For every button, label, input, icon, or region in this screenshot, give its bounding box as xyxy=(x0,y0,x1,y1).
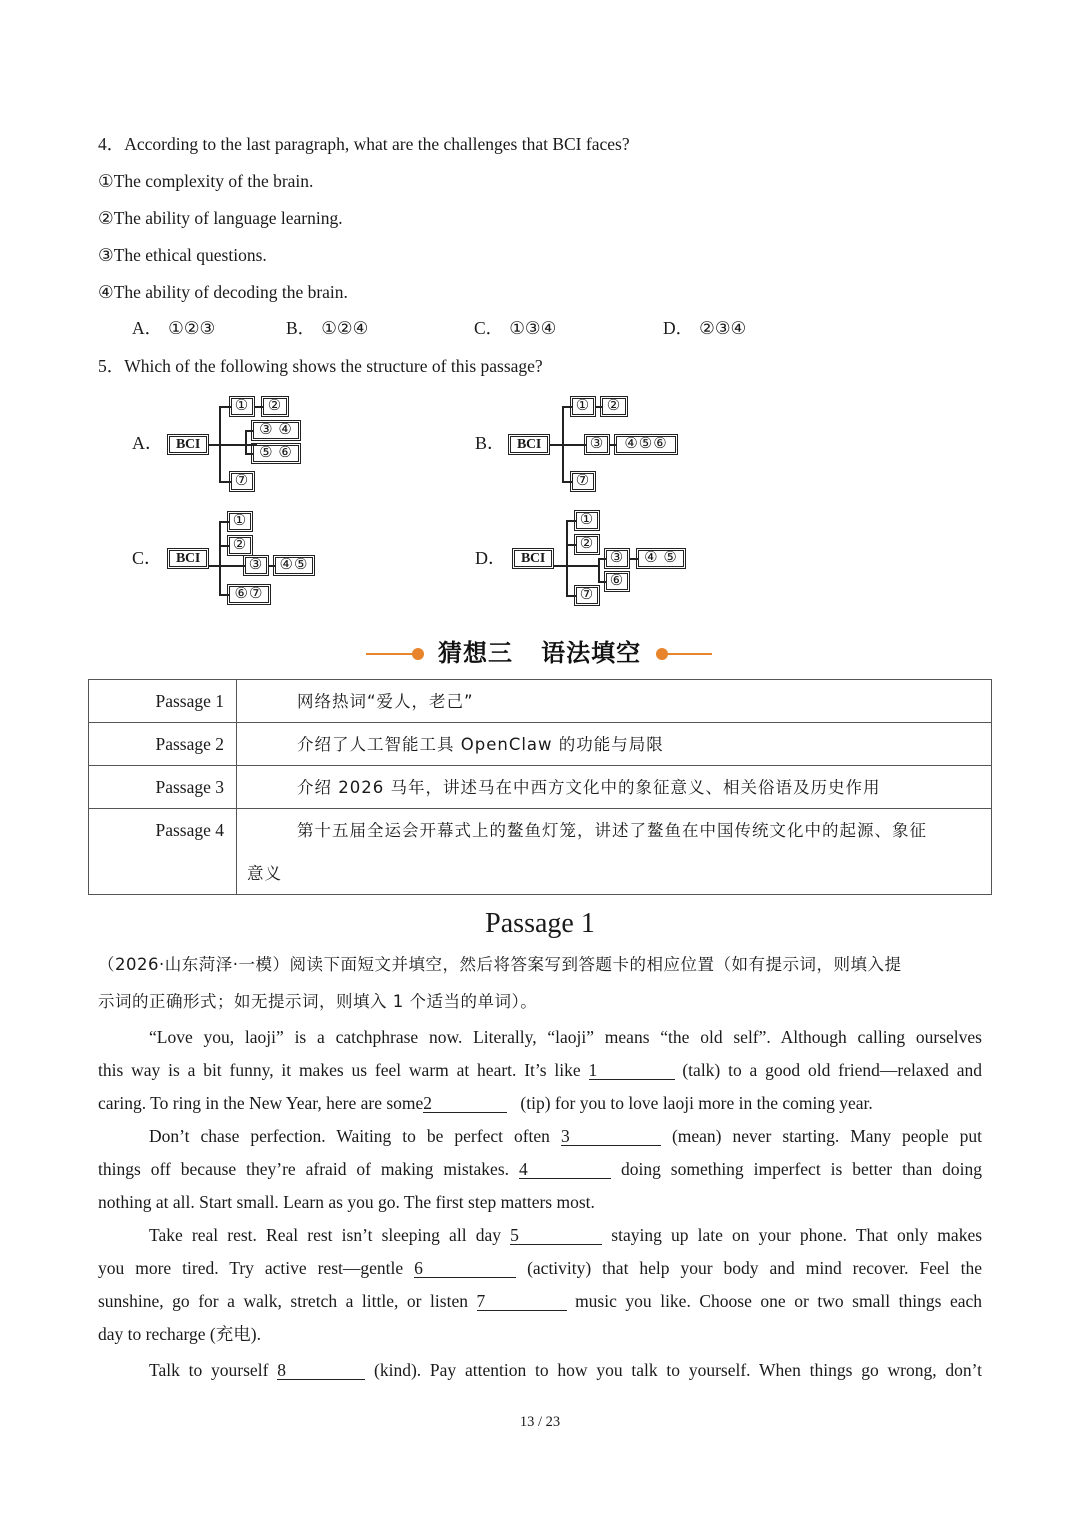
decorative-line-left xyxy=(366,653,416,655)
paragraph-1-line-3: caring. To ring in the New Year, here are some2 (tip) for you to love laoji more in the coming year. xyxy=(98,1093,873,1113)
diagram-node: ④⑤ xyxy=(275,557,313,574)
passage-description: 介绍 2026 马年，讲述马在中西方文化中的象征意义、相关俗语及历史作用 xyxy=(237,766,992,809)
question-4-item-1: ①The complexity of the brain. xyxy=(98,171,314,191)
diagram-root-box: BCI xyxy=(514,550,552,567)
question-5-stem: 5．Which of the following shows the structure of this passage? xyxy=(98,356,543,376)
paragraph-2-line-3: nothing at all. Start small. Learn as you go. The first step matters most. xyxy=(98,1192,595,1212)
passage-overview-table xyxy=(88,679,992,895)
diagram-node: ③ xyxy=(606,550,628,567)
option-label: D． xyxy=(663,318,694,338)
blank-6[interactable]: 6 xyxy=(414,1259,516,1278)
question-4-item-3: ③The ethical questions. xyxy=(98,245,267,265)
blank-2[interactable]: 2 xyxy=(423,1094,507,1113)
diagram-node: ⑦ xyxy=(572,473,594,490)
table-row xyxy=(89,766,992,809)
option-c[interactable] xyxy=(474,316,556,340)
paragraph-3-line-3: sunshine, go for a walk, stretch a little, or listen 7 music you like. Choose one or two small things each xyxy=(98,1291,982,1311)
passage-label: Passage 3 xyxy=(89,766,237,809)
question-4-options xyxy=(0,316,1080,342)
diagram-node: ④ ⑤ xyxy=(638,550,684,567)
blank-3[interactable]: 3 xyxy=(561,1127,661,1146)
diagram-node: ① xyxy=(229,513,251,530)
blank-7[interactable]: 7 xyxy=(477,1292,567,1311)
diagram-node: ② xyxy=(229,537,251,554)
passage-description: 第十五届全运会开幕式上的鳌鱼灯笼，讲述了鳌鱼在中国传统文化中的起源、象征 意义 xyxy=(237,809,992,895)
diagram-node: ③ ④ xyxy=(253,422,299,439)
paragraph-1-line-2: this way is a bit funny, it makes us feel warm at heart. It’s like 1 (talk) to a good old friend—relaxed and xyxy=(98,1060,983,1080)
table-row xyxy=(89,680,992,723)
diagram-node: ⑤ ⑥ xyxy=(253,445,299,462)
blank-8[interactable]: 8 xyxy=(277,1361,365,1380)
passage-label: Passage 2 xyxy=(89,723,237,766)
diagram-node: ① xyxy=(231,398,253,415)
paragraph-2-line-1: Don’t chase perfection. Waiting to be perfect often 3 (mean) never starting. Many people put xyxy=(149,1126,983,1146)
diagram-node: ④⑤⑥ xyxy=(616,436,676,453)
paragraph-4-line-1: Talk to yourself 8 (kind). Pay attention to how you talk to yourself. When things go wrong, don’t xyxy=(149,1360,983,1380)
passage-description: 介绍了人工智能工具 OpenClaw 的功能与局限 xyxy=(237,723,992,766)
option-a[interactable] xyxy=(132,316,215,340)
diagram-node: ① xyxy=(572,398,594,415)
diagram-node: ③ xyxy=(586,436,608,453)
option-value: ①③④ xyxy=(509,318,557,338)
decorative-dot-left xyxy=(412,648,424,660)
diagram-node: ② xyxy=(602,398,626,415)
question-4-stem: 4．According to the last paragraph, what are the challenges that BCI faces? xyxy=(98,134,630,154)
diagram-node: ③ xyxy=(245,557,267,574)
diagram-label: B． xyxy=(475,433,506,453)
option-value: ①②③ xyxy=(168,318,216,338)
passage-label: Passage 4 xyxy=(89,809,237,895)
diagram-label: D． xyxy=(475,548,506,568)
diagram-node: ⑦ xyxy=(576,587,598,604)
page-number: 13 / 23 xyxy=(519,1414,561,1430)
question-4-item-2: ②The ability of language learning. xyxy=(98,208,343,228)
passage-title: Passage 1 xyxy=(485,908,595,939)
decorative-line-right xyxy=(664,653,712,655)
passage-label: Passage 1 xyxy=(89,680,237,723)
diagram-node: ② xyxy=(576,536,598,553)
diagram-root-box: BCI xyxy=(169,436,207,453)
instructions-line-1: （2026·山东菏泽·一模）阅读下面短文并填空，然后将答案写到答题卡的相应位置（如有提示词，则填入提 xyxy=(98,955,902,974)
section-title: 猜想三 语法填空 xyxy=(438,639,642,667)
section-header xyxy=(366,636,716,670)
option-d[interactable] xyxy=(663,316,746,340)
option-b[interactable] xyxy=(286,316,368,340)
diagram-root-box: BCI xyxy=(169,550,207,567)
paragraph-3-line-4: day to recharge (充电). xyxy=(98,1324,261,1344)
diagram-label: A． xyxy=(132,433,163,453)
paragraph-1-line-1: “Love you, laoji” is a catchphrase now. Literally, “laoji” means “the old self”. Although calling ourselves xyxy=(149,1027,982,1047)
option-value: ②③④ xyxy=(699,318,747,338)
table-row xyxy=(89,809,992,895)
table-row xyxy=(89,723,992,766)
paragraph-3-line-1: Take real rest. Real rest isn’t sleeping all day 5 staying up late on your phone. That only makes xyxy=(149,1225,983,1245)
paragraph-2-line-2: things off because they’re afraid of making mistakes. 4 doing something imperfect is better than doing xyxy=(98,1159,983,1179)
blank-1[interactable]: 1 xyxy=(589,1061,675,1080)
passage-description: 网络热词“爱人，老己” xyxy=(237,680,992,723)
diagram-node: ① xyxy=(576,512,598,529)
question-4-item-4: ④The ability of decoding the brain. xyxy=(98,282,348,302)
option-label: A． xyxy=(132,318,163,338)
diagram-root-box: BCI xyxy=(510,436,548,453)
option-label: B． xyxy=(286,318,316,338)
option-value: ①②④ xyxy=(321,318,369,338)
blank-4[interactable]: 4 xyxy=(519,1160,611,1179)
diagram-node: ⑦ xyxy=(231,473,253,490)
diagram-label: C． xyxy=(132,548,163,568)
blank-5[interactable]: 5 xyxy=(510,1226,602,1245)
instructions-line-2: 示词的正确形式；如无提示词，则填入 1 个适当的单词）。 xyxy=(98,992,538,1011)
paragraph-3-line-2: you more tired. Try active rest—gentle 6 (activity) that help your body and mind recover. Feel the xyxy=(98,1258,982,1278)
diagram-node: ② xyxy=(263,398,287,415)
diagram-node: ⑥⑦ xyxy=(229,586,269,603)
option-label: C． xyxy=(474,318,504,338)
diagram-node: ⑥ xyxy=(606,573,628,590)
